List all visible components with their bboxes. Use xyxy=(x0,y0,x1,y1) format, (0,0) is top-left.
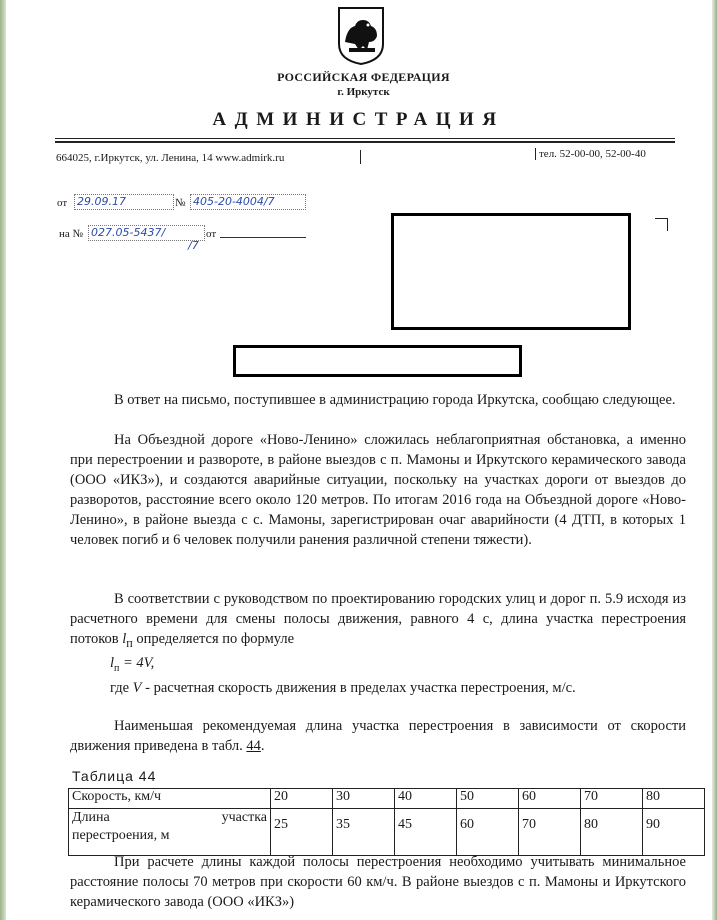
ref-date-label: от xyxy=(57,197,68,209)
header-rule-thick xyxy=(55,141,675,143)
table-cell-speed: 70 xyxy=(581,789,643,809)
table-cell-speed: 40 xyxy=(395,789,457,809)
scan-edge-left xyxy=(0,0,6,920)
paragraph-table-ref xyxy=(70,716,686,756)
ref-incoming-date-line xyxy=(220,237,306,238)
ref-incoming-value: 027.05-5437/ xyxy=(91,226,166,239)
table-cell-length: 35 xyxy=(333,809,395,856)
header-address: 664025, г.Иркутск, ул. Ленина, 14 www.admirk.ru xyxy=(56,152,285,164)
paragraph-where-rest: - расчетная скорость движения в пределах участка перестроения, м/с. xyxy=(141,680,576,696)
scan-edge-right xyxy=(712,0,717,920)
paragraph-table-ref-text: Наименьшая рекомендуемая длина участка перестроения в зависимости от скорости движения приведена в табл. xyxy=(70,718,686,754)
table-row-speed xyxy=(69,789,705,809)
table-cell-speed: 80 xyxy=(643,789,705,809)
formula-l: l xyxy=(110,655,115,671)
paragraph-where xyxy=(70,678,686,698)
table-cell-length: 90 xyxy=(643,809,705,856)
symbol-l: l xyxy=(122,631,127,647)
redacted-salutation-box xyxy=(233,345,522,377)
formula-rest: = 4V, xyxy=(119,655,155,671)
redacted-recipient-box xyxy=(391,213,631,330)
speed-length-table xyxy=(68,788,705,856)
ref-incoming-label: на № xyxy=(59,228,84,240)
coat-of-arms-emblem xyxy=(337,6,385,66)
table-ref-link: 44 xyxy=(246,738,261,754)
header-country: РОССИЙСКАЯ ФЕДЕРАЦИЯ xyxy=(277,70,450,84)
table-row-length xyxy=(69,809,705,856)
ref-incoming-date-label: от xyxy=(206,228,217,240)
table-cell-speed: 20 xyxy=(271,789,333,809)
ref-number-label: № xyxy=(175,197,186,209)
paragraph-guideline xyxy=(70,589,686,653)
length-label-c: перестроения, м xyxy=(72,828,170,843)
symbol-l-sub: п xyxy=(126,635,133,650)
table-cell-length-label xyxy=(69,809,271,856)
formula xyxy=(110,655,154,674)
header-phone: тел. 52-00-00, 52-00-40 xyxy=(535,148,646,160)
address-corner-mark xyxy=(655,218,668,231)
table-cell-length: 60 xyxy=(457,809,519,856)
paragraph-where-pre: где xyxy=(110,680,133,696)
table-cell-speed-label: Скорость, км/ч xyxy=(69,789,271,809)
length-label-b: участка xyxy=(221,810,267,825)
ref-date-value: 29.09.17 xyxy=(77,195,126,208)
ref-handwritten-mark: /7 xyxy=(188,239,199,252)
table-cell-length: 70 xyxy=(519,809,581,856)
symbol-v: V xyxy=(132,680,142,696)
paragraph-calculation: При расчете длины каждой полосы перестроения необходимо учитывать минимальное расстояние полосы 70 метров при скорости 60 км/ч. В районе выездов с п. Мамоны и Иркутского керамического завода (ООО «ИКЗ») xyxy=(70,854,686,910)
paragraph-situation: На Объездной дороге «Ново-Ленино» сложилась неблагоприятная обстановка, а именно при перестроении и развороте, в районе выездов с п. Мамоны и Иркутского керамического завода (ООО «ИКЗ»), и создаются аварийные ситуации, поскольку на участках дороги от выездов до разворотов, расстояние всего около 120 метров. По итогам 2016 года на Объездной дороге «Ново-Ленино», в районе выезда с с. Мамоны, зарегистрирован очаг аварийности (4 ДТП, в которых 1 человек погиб и 6 человек получили ранения различной степени тяжести). xyxy=(70,432,686,548)
ref-number-field xyxy=(190,194,306,210)
formula-sub: п xyxy=(114,662,120,674)
table-cell-speed: 50 xyxy=(457,789,519,809)
table-cell-speed: 30 xyxy=(333,789,395,809)
paragraph-guideline-end: определяется по формуле xyxy=(132,631,295,647)
header-city: г. Иркутск xyxy=(337,86,390,98)
table-title: Таблица 44 xyxy=(72,768,157,784)
paragraph-guideline-text: В соответствии с руководством по проектированию городских улиц и дорог п. 5.9 исходя из расчетного времени для смены полосы движения, равного 4 с, длина участка перестроения потоков xyxy=(70,591,686,647)
header-organization: АДМИНИСТРАЦИЯ xyxy=(212,109,505,130)
paragraph-table-ref-end: . xyxy=(260,738,265,754)
address-divider xyxy=(360,150,361,164)
header-rule-thin xyxy=(55,138,675,139)
ref-date-field xyxy=(74,194,174,210)
table-cell-length: 25 xyxy=(271,809,333,856)
ref-number-value: 405-20-4004/7 xyxy=(193,195,275,208)
length-label-a: Длина xyxy=(72,810,110,825)
table-cell-speed: 60 xyxy=(519,789,581,809)
paragraph-intro: В ответ на письмо, поступившее в администрацию города Иркутска, сообщаю следующее. xyxy=(114,392,676,408)
table-cell-length: 45 xyxy=(395,809,457,856)
table-cell-length: 80 xyxy=(581,809,643,856)
